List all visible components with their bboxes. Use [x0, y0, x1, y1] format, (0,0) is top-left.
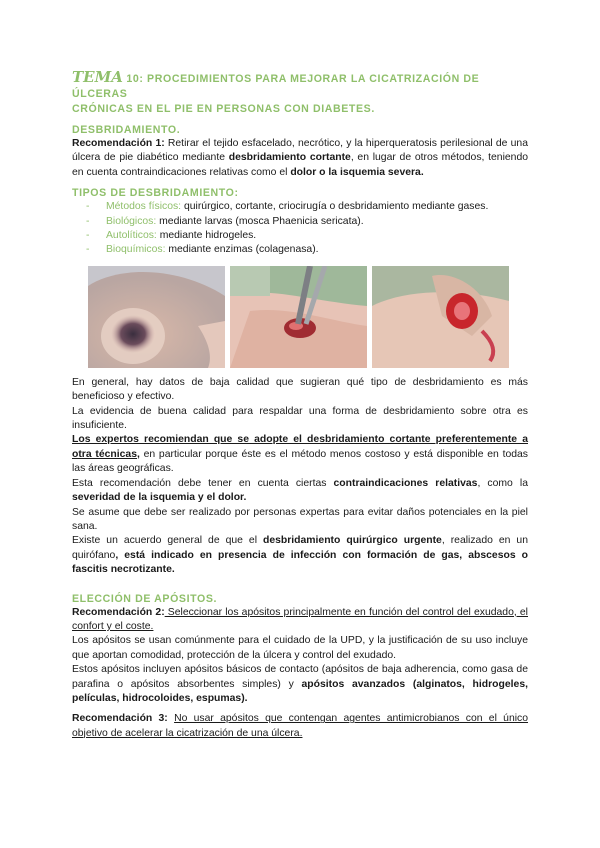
document-page: [72, 70, 528, 741]
experts-rest: en particular porque éste es el método menos costoso y está disponible en todas las áreas geográficas.: [72, 448, 528, 475]
list-item-kind: Biológicos:: [106, 215, 157, 227]
tipos-list: [72, 200, 528, 258]
list-item-kind: Autolíticos:: [106, 230, 157, 242]
document-title: [72, 70, 528, 117]
rec3-text: No usar apósitos que contengan agentes antimicrobianos con el único objetivo de acelerar la cicatrización de una úlcera.: [72, 713, 529, 739]
rec2-label: Recomendación 2:: [72, 606, 165, 618]
rec3-label: Recomendación 3:: [72, 713, 168, 725]
p4-text-b: , como la: [477, 477, 528, 489]
wound-photo-2: [230, 266, 367, 368]
p4-bold-b: severidad de la isquemia y el dolor.: [72, 492, 247, 504]
list-item-text: mediante larvas (mosca Phaenicia sericata).: [156, 215, 364, 227]
tema-number: 10:: [126, 73, 144, 85]
body-paragraph-urgente: [72, 534, 528, 577]
list-item-text: mediante enzimas (colagenasa).: [165, 244, 319, 256]
rec1-text-b: , en lugar de otros métodos, teniendo en cuenta contraindicaciones relativas como el: [72, 152, 529, 178]
p4-bold-a: contraindicaciones relativas: [333, 477, 478, 489]
list-item: [86, 215, 528, 229]
p6-text-a: Existe un acuerdo general de que el: [72, 535, 263, 547]
list-item-text: quirúrgico, cortante, criocirugía o desbridamiento mediante gases.: [181, 201, 489, 213]
rec1-bold-a: desbridamiento cortante: [228, 152, 351, 164]
apositos-bold: apósitos avanzados (alginatos, hidrogeles, películas, hidrocoloides, espumas).: [72, 678, 528, 704]
body-paragraph: En general, hay datos de baja calidad que sugieran qué tipo de desbridamiento es más beneficioso y efectivo.: [72, 376, 528, 403]
rec1-text-a: Retirar el tejido esfacelado, necrótico, y la hiperqueratosis perilesional de una úlcera de pie diabético mediante: [72, 138, 528, 164]
rec1-bold-b: dolor o la isquemia severa.: [290, 166, 424, 178]
recommendation-2: [72, 606, 528, 635]
list-item-kind: Bioquímicos:: [106, 244, 166, 256]
body-paragraph-contraindicaciones: [72, 477, 528, 506]
list-item-text: mediante hidrogeles.: [156, 230, 257, 242]
rec2-text: Seleccionar los apósitos principalmente en función del control del exudado, el confort y el coste.: [72, 606, 528, 632]
body-paragraph: La evidencia de buena calidad para respaldar una forma de desbridamiento sobre otra es insuficiente.: [72, 405, 528, 432]
p4-text-a: Esta recomendación debe tener en cuenta ciertas: [72, 477, 334, 489]
list-item: [86, 243, 528, 257]
p6-bold-b: , está indicado en presencia de infección con formación de gas, abscesos o fascitis necrotizante.: [72, 549, 528, 576]
list-item-kind: Métodos físicos:: [106, 201, 182, 213]
body-paragraph: Los apósitos se usan comúnmente para el cuidado de la UPD, y la justificación de su uso incluye que aportan comodidad, protección de la úlcera y control del exudado.: [72, 635, 528, 661]
recommendation-1: [72, 137, 528, 180]
p6-bold-a: desbridamiento quirúrgico urgente: [263, 535, 442, 547]
wound-photo-3: [372, 266, 509, 368]
title-line-1: [72, 70, 528, 102]
wound-photo-1: [88, 266, 225, 368]
section-heading-apositos: ELECCIÓN DE APÓSITOS.: [72, 592, 218, 605]
tema-word: TEMA: [72, 68, 123, 86]
title-rest: PROCEDIMIENTOS PARA MEJORAR LA CICATRIZACIÓN DE ÚLCERAS: [72, 73, 480, 100]
rec1-label: Recomendación 1:: [72, 138, 165, 149]
body-paragraph-apositos: [72, 663, 528, 706]
apositos-text: Estos apósitos incluyen apósitos básicos de contacto (apósitos de baja adherencia, como gasa de parafina o apósitos absorbentes simples) y: [72, 664, 528, 690]
body-paragraph: Se asume que debe ser realizado por personas expertas para evitar daños potenciales en la piel sana.: [72, 506, 528, 532]
section-heading-desbridamiento: DESBRIDAMIENTO.: [72, 124, 181, 136]
experts-bold-underlined: Los expertos recomiendan que se adopte el desbridamiento cortante preferentemente a otra técnicas,: [72, 434, 528, 460]
recommendation-3: [72, 712, 528, 741]
body-paragraph-experts: [72, 433, 528, 476]
list-item: [86, 200, 528, 214]
title-line-2: CRÓNICAS EN EL PIE EN PERSONAS CON DIABETES.: [72, 103, 375, 115]
section-heading-tipos: TIPOS DE DESBRIDAMIENTO:: [72, 187, 239, 200]
p6-text-b: , realizado en un quirófano: [72, 535, 528, 561]
wound-photos: [88, 266, 528, 368]
list-item: [86, 229, 528, 243]
